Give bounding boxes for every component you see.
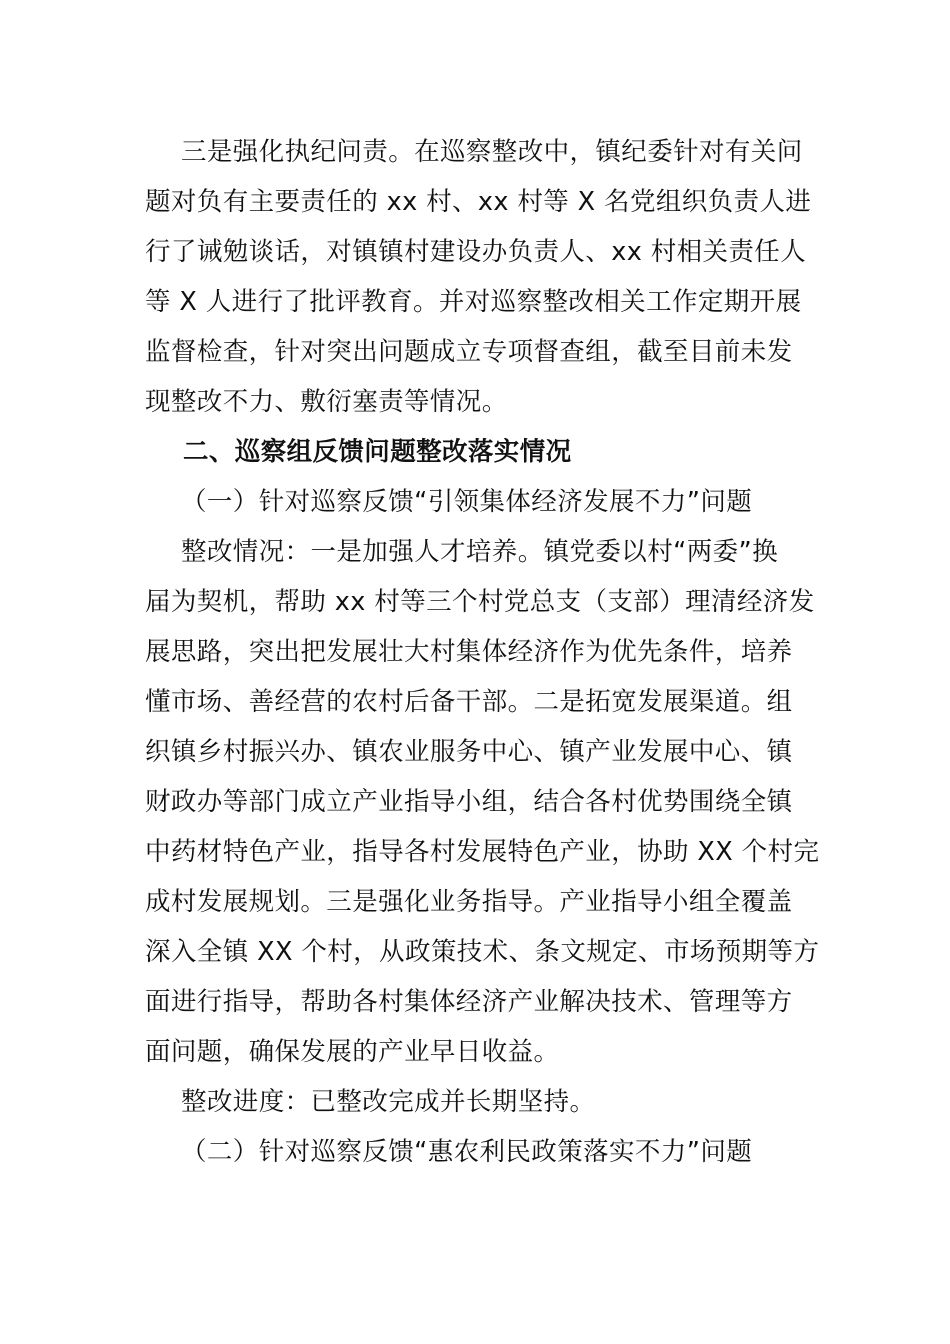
subsection-heading: （一）针对巡察反馈“引领集体经济发展不力”问题	[181, 487, 753, 517]
paragraph-line: 成村发展规划。三是强化业务指导。产业指导小组全覆盖	[145, 887, 793, 917]
paragraph-line: 懂市场、善经营的农村后备干部。二是拓宽发展渠道。组	[145, 687, 793, 717]
paragraph-line: 监督检查，针对突出问题成立专项督查组，截至目前未发	[145, 337, 793, 367]
paragraph-line: 题对负有主要责任的 xx 村、xx 村等 X 名党组织负责人进	[145, 187, 812, 217]
progress-line: 整改进度：已整改完成并长期坚持。	[181, 1087, 596, 1117]
paragraph-line: 展思路，突出把发展壮大村集体经济作为优先条件，培养	[145, 637, 793, 667]
section-heading: 二、巡察组反馈问题整改落实情况	[183, 437, 572, 467]
paragraph-line: 行了诫勉谈话，对镇镇村建设办负责人、xx 村相关责任人	[145, 237, 807, 267]
subsection-heading: （二）针对巡察反馈“惠农利民政策落实不力”问题	[181, 1137, 753, 1167]
paragraph-line: 面进行指导，帮助各村集体经济产业解决技术、管理等方	[145, 987, 793, 1017]
paragraph-line: 深入全镇 XX 个村，从政策技术、条文规定、市场预期等方	[145, 937, 820, 967]
paragraph-line: 织镇乡村振兴办、镇农业服务中心、镇产业发展中心、镇	[145, 737, 793, 767]
paragraph-line: 财政办等部门成立产业指导小组，结合各村优势围绕全镇	[145, 787, 793, 817]
paragraph-line: 中药材特色产业，指导各村发展特色产业，协助 XX 个村完	[145, 837, 820, 867]
paragraph-line: 面问题，确保发展的产业早日收益。	[145, 1037, 560, 1067]
paragraph-line: 整改情况：一是加强人才培养。镇党委以村“两委”换	[181, 537, 779, 567]
paragraph-line: 现整改不力、敷衍塞责等情况。	[145, 387, 508, 417]
paragraph-line: 届为契机，帮助 xx 村等三个村党总支（支部）理清经济发	[145, 587, 815, 617]
paragraph-line: 等 X 人进行了批评教育。并对巡察整改相关工作定期开展	[145, 287, 802, 317]
paragraph-line: 三是强化执纪问责。在巡察整改中，镇纪委针对有关问	[181, 137, 803, 167]
